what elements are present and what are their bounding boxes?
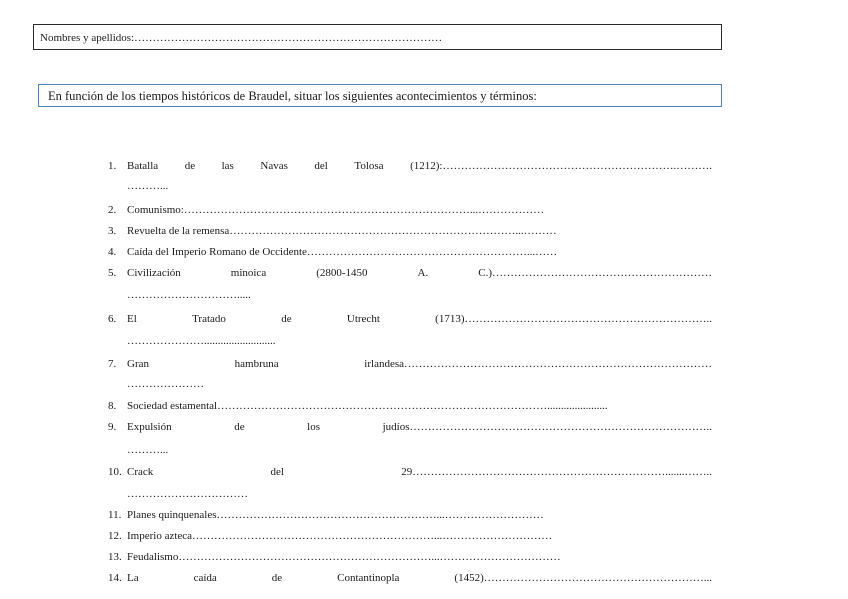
item-number: 4. (108, 246, 117, 258)
item-word: Contantinopla (337, 572, 400, 584)
item-word: caída (193, 572, 217, 584)
instruction-text: En función de los tiempos históricos de Braudel, situar los siguientes acontecimientos y términos: (48, 89, 537, 103)
item-line (127, 358, 712, 370)
item-continuation: ………………….......................... (127, 335, 276, 347)
item-continuation: …………………………… (127, 488, 248, 500)
item-word: La (127, 572, 139, 584)
item-number: 11. (108, 509, 122, 521)
item-number: 5. (108, 267, 117, 279)
item-word: Civilización (127, 267, 181, 279)
item-number: 1. (108, 160, 117, 172)
item-word: C.)…………………………………………………… (478, 267, 712, 279)
item-word: hambruna (234, 358, 279, 370)
item-word: Gran (127, 358, 149, 370)
item-word: Navas (260, 160, 288, 172)
item-word: de (271, 572, 283, 584)
item-word: irlandesa………………………………………………………………………… (364, 358, 712, 370)
item-text: Sociedad estamental………………………………………………………………………………...................... (127, 400, 608, 412)
item-text: Revuelta de la remensa……………………………………………………………………...……… (127, 225, 557, 237)
item-word: Expulsión (127, 421, 172, 433)
item-word: Tratado (192, 313, 226, 325)
item-word: El (127, 313, 137, 325)
item-word: de (184, 160, 196, 172)
item-number: 6. (108, 313, 117, 325)
item-word: A. (417, 267, 429, 279)
item-word: los (307, 421, 321, 433)
item-word: del (314, 160, 328, 172)
item-number: 2. (108, 204, 117, 216)
item-text: Feudalismo……………………………………………………………...…………………………… (127, 551, 561, 563)
item-text: Imperio azteca…………………………………………………………...………………………… (127, 530, 553, 542)
question-list (108, 0, 712, 599)
item-number: 12. (108, 530, 122, 542)
item-word: Tolosa (354, 160, 384, 172)
item-line (127, 421, 712, 433)
item-line (127, 160, 712, 172)
item-line (127, 267, 712, 279)
item-text: Caída del Imperio Romano de Occidente……………………………………………………...…… (127, 246, 558, 258)
item-word: Batalla (127, 160, 159, 172)
item-word: las (221, 160, 234, 172)
item-number: 10. (108, 466, 122, 478)
item-number: 8. (108, 400, 117, 412)
item-word: judíos……………………………………………………………………….. (382, 421, 712, 433)
item-line (127, 466, 712, 478)
item-continuation: ………………… (127, 378, 204, 390)
item-continuation: ………... (127, 444, 169, 456)
item-word: de (234, 421, 245, 433)
item-number: 7. (108, 358, 117, 370)
item-word: (1212):……………………………………………………….………. (410, 160, 712, 172)
item-word: del (270, 466, 284, 478)
item-word: de (281, 313, 292, 325)
item-line (127, 313, 712, 325)
item-word: minoica (230, 267, 267, 279)
item-continuation: ………... (127, 180, 169, 192)
item-word: (1452)……………………………………………………... (454, 572, 712, 584)
item-text: Comunismo:……………………………………………………………………...……………… (127, 204, 545, 216)
item-number: 9. (108, 421, 117, 433)
item-word: (2800-1450 (316, 267, 368, 279)
item-word: Crack (127, 466, 154, 478)
item-line (127, 572, 712, 584)
item-word: (1713)………………………………………………………….. (435, 313, 712, 325)
item-number: 3. (108, 225, 117, 237)
item-number: 13. (108, 551, 122, 563)
item-word: Utrecht (346, 313, 380, 325)
item-word: 29…………………………………………………………….......…….. (401, 466, 712, 478)
item-continuation: …………………………..... (127, 289, 251, 301)
item-text: Planes quinquenales……………………………………………………...……………………… (127, 509, 544, 521)
name-field-label: Nombres y apellidos:………………………………………………………………………… (40, 32, 443, 44)
item-number: 14. (108, 572, 122, 584)
